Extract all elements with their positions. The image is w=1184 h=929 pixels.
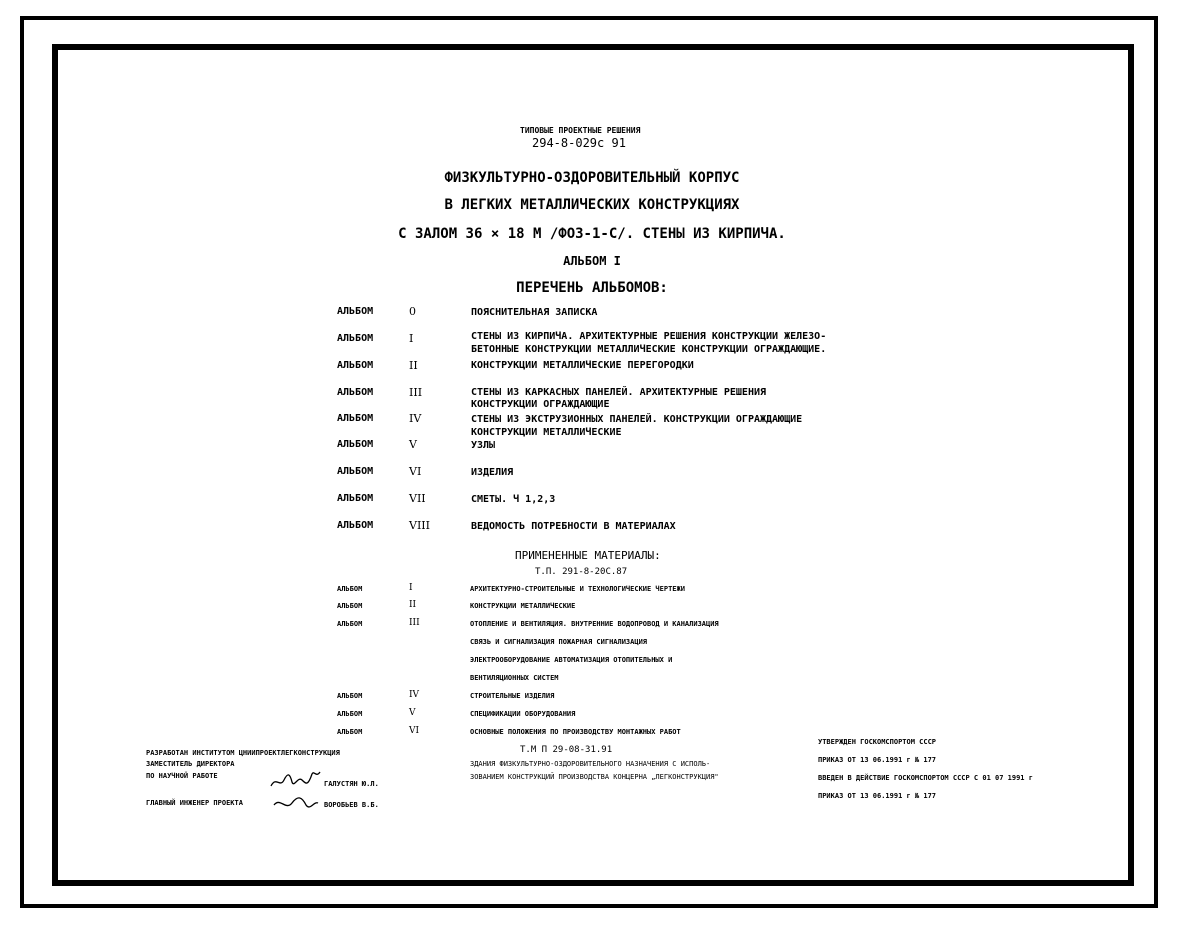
album-label: АЛЬБОМ	[337, 466, 374, 477]
album-number: II	[409, 359, 418, 372]
album-number: VIII	[409, 519, 430, 532]
material-label: АЛЬБОМ	[337, 692, 363, 700]
material-text: СПЕЦИФИКАЦИИ ОБОРУДОВАНИЯ	[470, 710, 576, 718]
chief-engineer-name: ВОРОБЬЕВ В.Б.	[324, 801, 379, 809]
material-text: ОТОПЛЕНИЕ И ВЕНТИЛЯЦИЯ. ВНУТРЕННИЕ ВОДОПРОВОД И КАНАЛИЗАЦИЯ	[470, 620, 719, 628]
album-label: АЛЬБОМ	[337, 360, 374, 371]
material-label: АЛЬБОМ	[337, 710, 363, 718]
album-title: АЛЬБОМ I	[563, 254, 621, 268]
developer-line-3: ПО НАУЧНОЙ РАБОТЕ	[146, 772, 218, 780]
album-text: УЗЛЫ	[471, 440, 496, 451]
material-label: АЛЬБОМ	[337, 728, 363, 736]
material-text: АРХИТЕКТУРНО-СТРОИТЕЛЬНЫЕ И ТЕХНОЛОГИЧЕСКИЕ ЧЕРТЕЖИ	[470, 585, 685, 593]
album-text: ПОЯСНИТЕЛЬНАЯ ЗАПИСКА	[471, 307, 598, 318]
material-text: ЭЛЕКТРООБОРУДОВАНИЕ АВТОМАТИЗАЦИЯ ОТОПИТЕЛЬНЫХ И	[470, 656, 673, 664]
album-label: АЛЬБОМ	[337, 387, 374, 398]
title-line-2: В ЛЕГКИХ МЕТАЛЛИЧЕСКИХ КОНСТРУКЦИЯХ	[444, 197, 740, 213]
tmp-description-2: ЗОВАНИЕМ КОНСТРУКЦИЙ ПРОИЗВОДСТВА КОНЦЕРНА „ЛЕГКОНСТРУКЦИЯ"	[470, 773, 719, 781]
approval-line-1: УТВЕРЖДЕН ГОСКОМСПОРТОМ СССР	[818, 738, 937, 746]
material-number: IV	[409, 690, 420, 700]
materials-heading: ПРИМЕНЕННЫЕ МАТЕРИАЛЫ:	[515, 549, 661, 562]
album-number: I	[409, 332, 414, 345]
album-number: III	[409, 386, 423, 399]
title-line-1: ФИЗКУЛЬТУРНО-ОЗДОРОВИТЕЛЬНЫЙ КОРПУС	[444, 170, 740, 186]
album-text: СМЕТЫ. Ч 1,2,3	[471, 494, 556, 505]
approval-line-2: ПРИКАЗ ОТ 13 06.1991 г № 177	[818, 756, 937, 764]
album-text: СТЕНЫ ИЗ КИРПИЧА. АРХИТЕКТУРНЫЕ РЕШЕНИЯ КОНСТРУКЦИИ ЖЕЛЕЗО-	[471, 331, 827, 342]
material-number: VI	[409, 726, 420, 736]
album-number: VI	[409, 465, 422, 478]
album-number: V	[409, 438, 417, 451]
series-label: ТИПОВЫЕ ПРОЕКТНЫЕ РЕШЕНИЯ	[520, 126, 641, 135]
material-text: СТРОИТЕЛЬНЫЕ ИЗДЕЛИЯ	[470, 692, 555, 700]
chief-signature	[272, 793, 320, 813]
album-label: АЛЬБОМ	[337, 333, 374, 344]
album-label: АЛЬБОМ	[337, 306, 374, 317]
series-code: 294-8-029с 91	[532, 136, 626, 150]
album-label: АЛЬБОМ	[337, 413, 374, 424]
album-number: 0	[409, 305, 416, 318]
material-label: АЛЬБОМ	[337, 602, 363, 610]
album-text: КОНСТРУКЦИИ МЕТАЛЛИЧЕСКИЕ ПЕРЕГОРОДКИ	[471, 360, 694, 371]
material-text: КОНСТРУКЦИИ МЕТАЛЛИЧЕСКИЕ	[470, 602, 576, 610]
album-text: КОНСТРУКЦИИ ОГРАЖДАЮЩИЕ	[471, 399, 610, 410]
deputy-name: ГАЛУСТЯН Ю.Л.	[324, 780, 379, 788]
material-text: ОСНОВНЫЕ ПОЛОЖЕНИЯ ПО ПРОИЗВОДСТВУ МОНТАЖНЫХ РАБОТ	[470, 728, 681, 736]
material-number: II	[409, 600, 417, 610]
album-label: АЛЬБОМ	[337, 439, 374, 450]
album-text: ВЕДОМОСТЬ ПОТРЕБНОСТИ В МАТЕРИАЛАХ	[471, 521, 676, 532]
approval-line-3: ВВЕДЕН В ДЕЙСТВИЕ ГОСКОМСПОРТОМ СССР С 01 07 1991 г	[818, 774, 1033, 782]
material-number: V	[409, 708, 416, 718]
material-number: I	[409, 583, 413, 593]
tmp-code: Т.М П 29-08-31.91	[520, 745, 613, 755]
list-heading: ПЕРЕЧЕНЬ АЛЬБОМОВ:	[516, 280, 668, 296]
album-text: СТЕНЫ ИЗ КАРКАСНЫХ ПАНЕЛЕЙ. АРХИТЕКТУРНЫЕ РЕШЕНИЯ	[471, 387, 767, 398]
deputy-signature	[268, 766, 324, 792]
material-text: СВЯЗЬ И СИГНАЛИЗАЦИЯ ПОЖАРНАЯ СИГНАЛИЗАЦИЯ	[470, 638, 648, 646]
material-label: АЛЬБОМ	[337, 585, 363, 593]
material-text: ВЕНТИЛЯЦИОННЫХ СИСТЕМ	[470, 674, 559, 682]
chief-engineer-title: ГЛАВНЫЙ ИНЖЕНЕР ПРОЕКТА	[146, 799, 243, 807]
title-line-3: С ЗАЛОМ 36 × 18 М /ФОЗ-1-С/. СТЕНЫ ИЗ КИРПИЧА.	[398, 226, 786, 242]
album-number: VII	[409, 492, 426, 505]
materials-reference: Т.П. 291-8-20С.87	[535, 567, 628, 577]
album-number: IV	[409, 412, 422, 425]
material-label: АЛЬБОМ	[337, 620, 363, 628]
album-text: БЕТОННЫЕ КОНСТРУКЦИИ МЕТАЛЛИЧЕСКИЕ КОНСТРУКЦИИ ОГРАЖДАЮЩИЕ.	[471, 344, 827, 355]
album-text: СТЕНЫ ИЗ ЭКСТРУЗИОННЫХ ПАНЕЛЕЙ. КОНСТРУКЦИИ ОГРАЖДАЮЩИЕ	[471, 414, 803, 425]
album-text: КОНСТРУКЦИИ МЕТАЛЛИЧЕСКИЕ	[471, 427, 622, 438]
developer-line-2: ЗАМЕСТИТЕЛЬ ДИРЕКТОРА	[146, 760, 235, 768]
album-text: ИЗДЕЛИЯ	[471, 467, 514, 478]
approval-line-4: ПРИКАЗ ОТ 13 06.1991 г № 177	[818, 792, 937, 800]
album-label: АЛЬБОМ	[337, 520, 374, 531]
material-number: III	[409, 618, 420, 628]
album-label: АЛЬБОМ	[337, 493, 374, 504]
tmp-description-1: ЗДАНИЯ ФИЗКУЛЬТУРНО-ОЗДОРОВИТЕЛЬНОГО НАЗНАЧЕНИЯ С ИСПОЛЬ-	[470, 760, 711, 768]
developer-line-1: РАЗРАБОТАН ИНСТИТУТОМ ЦНИИПРОЕКТЛЕГКОНСТРУКЦИЯ	[146, 749, 340, 757]
